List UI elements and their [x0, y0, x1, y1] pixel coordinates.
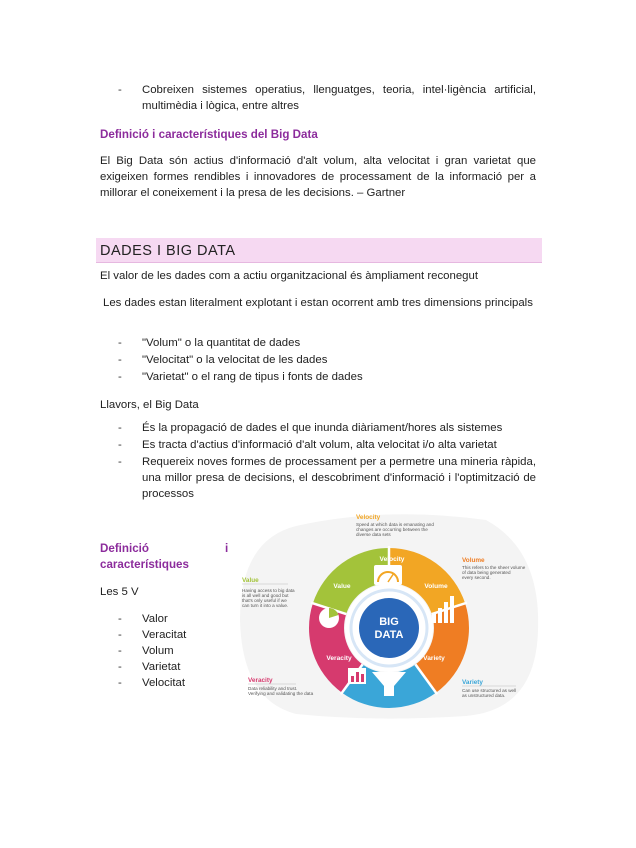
side-heading-i: i	[225, 542, 229, 555]
list-item: "Volum" o la quantitat de dades	[142, 337, 301, 349]
segment-label-veracity: Veracity	[326, 655, 352, 662]
bullet-dash: -	[118, 613, 122, 625]
list-item: "Varietat" o el rang de tipus i fonts de dades	[142, 371, 363, 383]
callout-title-value: Value	[242, 577, 259, 584]
list-item: Volum	[142, 645, 174, 657]
bullet-dash: -	[118, 439, 122, 451]
segment-label-volume: Volume	[424, 583, 448, 590]
segment-label-variety: Variety	[423, 655, 445, 662]
callout-text-variety-2: as unstructured data.	[462, 693, 506, 698]
para-three-dimensions: Les dades estan literalment explotant i estan ocorrent amb tres dimensions principals	[103, 297, 533, 309]
callout-text-value-2: is all well and good but	[242, 593, 289, 598]
center-label-data: DATA	[374, 629, 404, 641]
pie-chart-icon	[319, 608, 339, 628]
list-item: Requereix noves formes de processament per a permetre una mineria ràpida, una millor presa de decisions, el descobriment d'informació i l'optimització de processos	[142, 456, 536, 500]
magnifier-chart-icon	[348, 668, 366, 684]
definition-heading: Definició i característiques del Big Data	[100, 128, 318, 141]
bullet-dash: -	[118, 84, 122, 96]
side-heading-caracteristiques: característiques	[100, 558, 189, 571]
callout-text-value-1: Having access to big data	[242, 588, 295, 593]
callout-text-value-3: that's only useful if we	[242, 598, 287, 603]
big-data-5v-infographic	[236, 510, 546, 720]
bullet-dash: -	[118, 371, 122, 383]
callout-text-value-4: can turn it into a value.	[242, 603, 289, 608]
bullet-dash: -	[118, 337, 122, 349]
side-heading-definicio: Definició	[100, 542, 149, 555]
bullet-dash: -	[118, 661, 122, 673]
definition-paragraph: El Big Data són actius d'informació d'alt volum, alta velocitat i gran varietat que exigeixen formes rendibles i innovadores de processament de la informació per a millorar el coneixement i la presa de les decisions. – Gartner	[100, 155, 536, 199]
list-item: És la propagació de dades el que inunda diàriament/hores als sistemes	[142, 422, 503, 434]
callout-text-variety-1: Can use structured as well	[462, 688, 517, 693]
bullet-dash: -	[118, 645, 122, 657]
bullet-dash: -	[118, 422, 122, 434]
bullet-dash: -	[118, 456, 122, 468]
list-item: Varietat	[142, 661, 181, 673]
callout-title-volume: Volume	[462, 557, 485, 564]
center-label-big: BIG	[379, 616, 399, 628]
segment-label-velocity: Velocity	[379, 556, 405, 563]
callout-text-velocity-1: Speed at which data is emanating and	[356, 522, 434, 527]
callout-title-variety: Variety	[462, 679, 483, 686]
callout-text-volume-3: every second.	[462, 575, 491, 580]
list-item: Velocitat	[142, 677, 186, 689]
callout-title-velocity: Velocity	[356, 514, 381, 521]
list-item: Valor	[142, 613, 168, 625]
intro-item: Cobreixen sistemes operatius, llenguatges, teoria, intel·ligència artificial, multimèdia i lògica, entre altres	[142, 84, 536, 112]
segment-label-value: Value	[333, 583, 351, 590]
callout-text-velocity-2: changes are occurring between the	[356, 527, 428, 532]
bullet-dash: -	[118, 629, 122, 641]
center-circle	[359, 598, 419, 658]
callout-text-veracity-1: Data reliability and trust.	[248, 686, 298, 691]
callout-text-volume-1: This refers to the sheer volume	[462, 565, 526, 570]
speedometer-icon	[374, 565, 402, 585]
para-llavors: Llavors, el Big Data	[100, 399, 199, 411]
les-5v-label: Les 5 V	[100, 586, 139, 598]
list-item: Veracitat	[142, 629, 187, 641]
bullet-dash: -	[118, 677, 122, 689]
callout-title-veracity: Veracity	[248, 677, 273, 684]
callout-text-veracity-2: Verifying and validating the data	[248, 691, 314, 696]
callout-text-volume-2: of data being generated	[462, 570, 511, 575]
callout-text-velocity-3: diverse data sets	[356, 532, 391, 537]
list-item: "Velocitat" o la velocitat de les dades	[142, 354, 328, 366]
list-item: Es tracta d'actius d'informació d'alt volum, alta velocitat i/o alta varietat	[142, 439, 497, 451]
para-value-of-data: El valor de les dades com a actiu organitzacional és àmpliament reconegut	[100, 270, 478, 282]
section-title: DADES I BIG DATA	[100, 243, 236, 259]
bullet-dash: -	[118, 354, 122, 366]
